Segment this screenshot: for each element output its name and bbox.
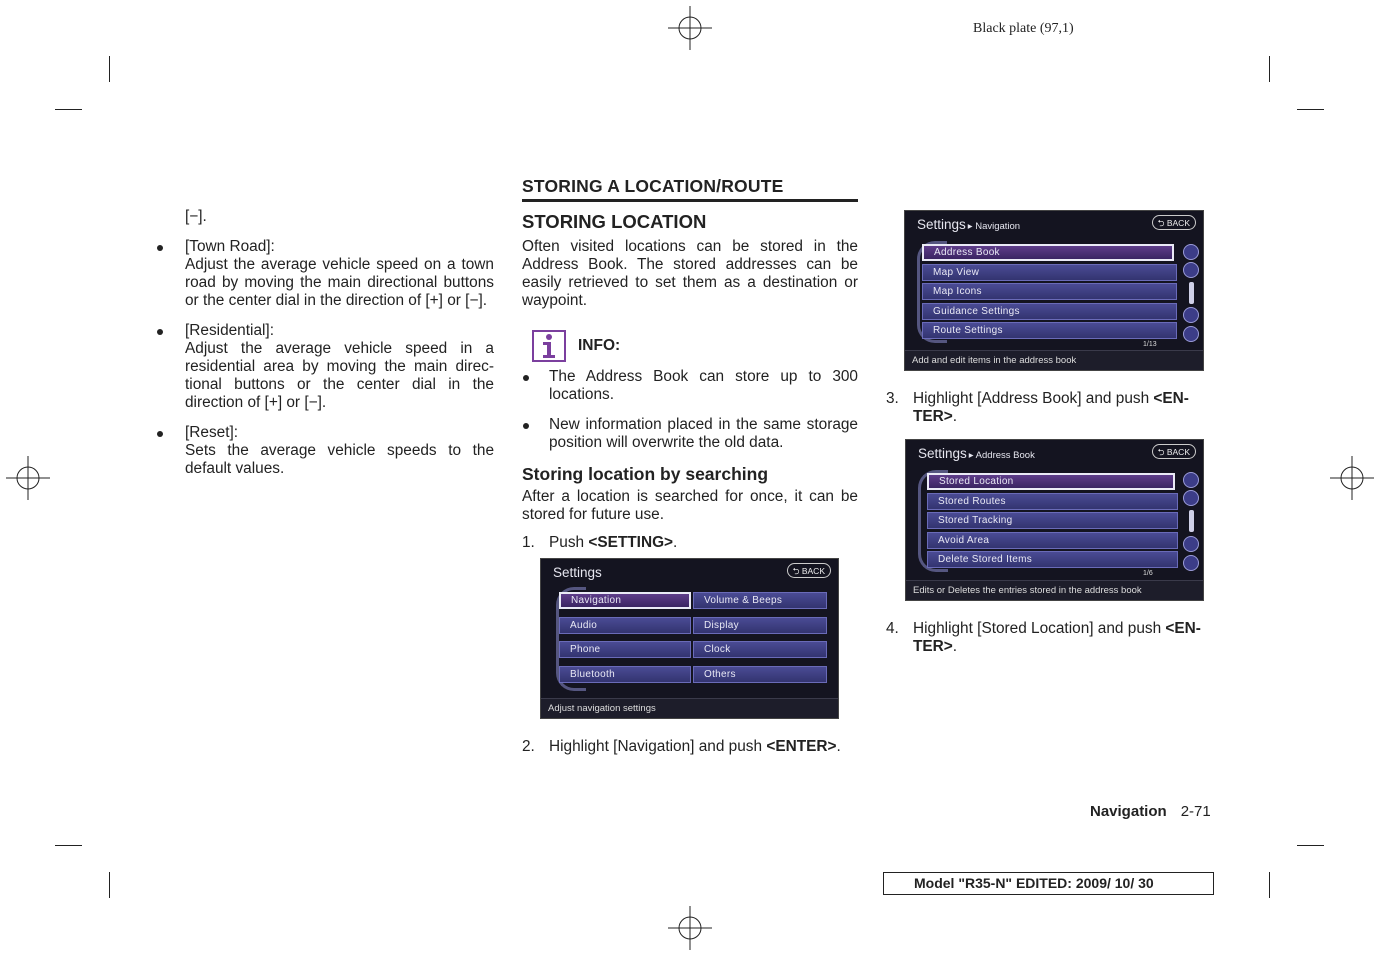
plate-label: Black plate (97,1) (973, 21, 1074, 36)
back-label: BACK (801, 566, 825, 576)
step-text: Push (549, 534, 589, 551)
model-edited-box: Model "R35-N" EDITED: 2009/ 10/ 30 (883, 872, 1214, 895)
back-button: ⮌ BACK (787, 563, 831, 578)
menu-item-bluetooth: Bluetooth (559, 666, 691, 683)
step-number: 4. (886, 620, 899, 637)
menu-item-stored-tracking: Stored Tracking (927, 512, 1178, 529)
screen-title (917, 217, 1020, 232)
list-item-text: New information placed in the same storage position will overwrite the old data. (549, 416, 858, 451)
screen-footer: Edits or Deletes the entries stored in the address book (906, 580, 1203, 600)
list-item (522, 368, 858, 404)
section-title: STORING A LOCATION/ROUTE (522, 176, 858, 202)
menu-item-phone: Phone (559, 641, 691, 658)
screen-settings (540, 558, 839, 719)
list-item-text: Sets the average vehicle speeds to the default values. (185, 442, 494, 477)
continued-text: [−]. (185, 208, 207, 225)
registration-mark-icon (6, 456, 50, 500)
step-number: 1. (522, 534, 535, 551)
crop-mark (109, 872, 110, 898)
crop-mark (55, 845, 82, 846)
screen-footer: Adjust navigation settings (541, 698, 838, 718)
menu-item-stored-location: Stored Location (927, 473, 1175, 490)
list-item (155, 322, 494, 412)
breadcrumb-text: Address Book (975, 450, 1035, 461)
list-item-text: The Address Book can store up to 300 locations. (549, 368, 858, 403)
screen-title (918, 446, 1035, 461)
screen-title-text: Settings (917, 217, 966, 232)
footer-section: Navigation (1090, 803, 1167, 820)
scroll-down-icon (1183, 307, 1199, 323)
list-item-label: [Town Road]: (185, 238, 275, 255)
menu-item-guidance-settings: Guidance Settings (922, 303, 1177, 320)
list-item (155, 238, 494, 310)
screen-title-text: Settings (918, 446, 967, 461)
scroll-bottom-icon (1183, 555, 1199, 571)
menu-item-navigation: Navigation (559, 592, 691, 609)
back-button: ⮌ BACK (1152, 444, 1196, 459)
step-end: . (952, 638, 958, 655)
search-paragraph: After a location is searched for once, it can be stored for future use. (522, 488, 858, 523)
step-end: . (952, 408, 958, 425)
step-text: Highlight [Navigation] and push (549, 738, 767, 755)
info-heading (532, 330, 858, 362)
page-indicator: 1/6 (1143, 570, 1153, 577)
intro-paragraph: Often visited locations can be stored in the Address Book. The stored addresses can be easily retrieved to set them as a destination or waypoint. (522, 238, 858, 309)
scroll-top-icon (1183, 472, 1199, 488)
scroll-bottom-icon (1183, 326, 1199, 342)
menu-item-others: Others (693, 666, 827, 683)
scroll-up-icon (1183, 262, 1199, 278)
step-4 (886, 620, 1222, 656)
key-label: <SETTING> (588, 534, 674, 551)
menu-item-map-icons: Map Icons (922, 283, 1177, 300)
menu-item-map-view: Map View (922, 264, 1177, 281)
page-footer (1090, 803, 1211, 820)
step-1 (522, 534, 858, 552)
step-number: 2. (522, 738, 535, 755)
bullet-icon (523, 423, 529, 429)
screen-footer: Add and edit items in the address book (905, 350, 1203, 370)
step-text: Highlight [Stored Location] and push (913, 620, 1166, 637)
step-number: 3. (886, 390, 899, 407)
bullet-icon (157, 431, 163, 437)
scrollbar (1189, 282, 1194, 304)
menu-item-audio: Audio (559, 617, 691, 634)
screen-navigation-settings (904, 210, 1204, 371)
key-label: <EN- (1153, 390, 1189, 407)
bullet-icon (523, 375, 529, 381)
breadcrumb: ▸ Address Book (968, 450, 1035, 461)
list-item (522, 416, 858, 452)
page-indicator: 1/13 (1143, 341, 1157, 348)
list-item-text: Adjust the average vehicle speed in a residential area by moving the main direc- tional buttons or the center dial in the direction of [+] or [−]. (185, 340, 494, 411)
crop-mark (1269, 872, 1270, 898)
info-icon (532, 330, 566, 362)
back-label: BACK (1166, 218, 1190, 228)
crop-mark (109, 56, 110, 82)
registration-mark-icon (1330, 456, 1374, 500)
step-end: . (673, 534, 678, 551)
scroll-down-icon (1183, 536, 1199, 552)
breadcrumb: ▸ Navigation (967, 221, 1021, 232)
bullet-icon (157, 329, 163, 335)
step-end: . (836, 738, 841, 755)
step-text: Highlight [Address Book] and push (913, 390, 1154, 407)
menu-item-delete-stored-items: Delete Stored Items (927, 551, 1178, 568)
menu-item-stored-routes: Stored Routes (927, 493, 1178, 510)
crop-mark (1269, 56, 1270, 82)
subsection-title: Storing location by searching (522, 464, 769, 484)
crop-mark (1297, 109, 1324, 110)
crop-mark (55, 109, 82, 110)
menu-item-volume-beeps: Volume & Beeps (693, 592, 827, 609)
registration-mark-icon (668, 906, 712, 950)
registration-mark-icon (668, 6, 712, 50)
bullet-icon (157, 245, 163, 251)
scroll-top-icon (1183, 244, 1199, 260)
menu-item-display: Display (693, 617, 827, 634)
page-number: 2-71 (1180, 803, 1211, 820)
back-button: ⮌ BACK (1152, 215, 1196, 230)
back-label: BACK (1166, 447, 1190, 457)
key-label: TER> (913, 408, 953, 425)
crop-mark (1297, 845, 1324, 846)
subsection-title: STORING LOCATION (522, 211, 707, 232)
screen-title: Settings (553, 565, 602, 580)
breadcrumb-text: Navigation (975, 221, 1021, 232)
list-item (155, 424, 494, 478)
list-item-text: Adjust the average vehicle speed on a town road by moving the main directional buttons or the center dial in the direction of [+] or [−]. (185, 256, 494, 309)
menu-item-address-book: Address Book (922, 244, 1174, 261)
menu-item-clock: Clock (693, 641, 827, 658)
step-2 (522, 738, 862, 756)
list-item-label: [Reset]: (185, 424, 239, 441)
screen-address-book (905, 439, 1204, 601)
info-title: INFO: (578, 337, 621, 354)
menu-item-avoid-area: Avoid Area (927, 532, 1178, 549)
key-label: <ENTER> (766, 738, 837, 755)
scrollbar (1189, 510, 1194, 532)
list-item-label: [Residential]: (185, 322, 274, 339)
key-label: TER> (913, 638, 953, 655)
step-3 (886, 390, 1222, 426)
scroll-up-icon (1183, 490, 1199, 506)
column-middle (522, 176, 858, 552)
menu-item-route-settings: Route Settings (922, 322, 1177, 339)
key-label: <EN- (1165, 620, 1201, 637)
column-left (155, 208, 494, 490)
